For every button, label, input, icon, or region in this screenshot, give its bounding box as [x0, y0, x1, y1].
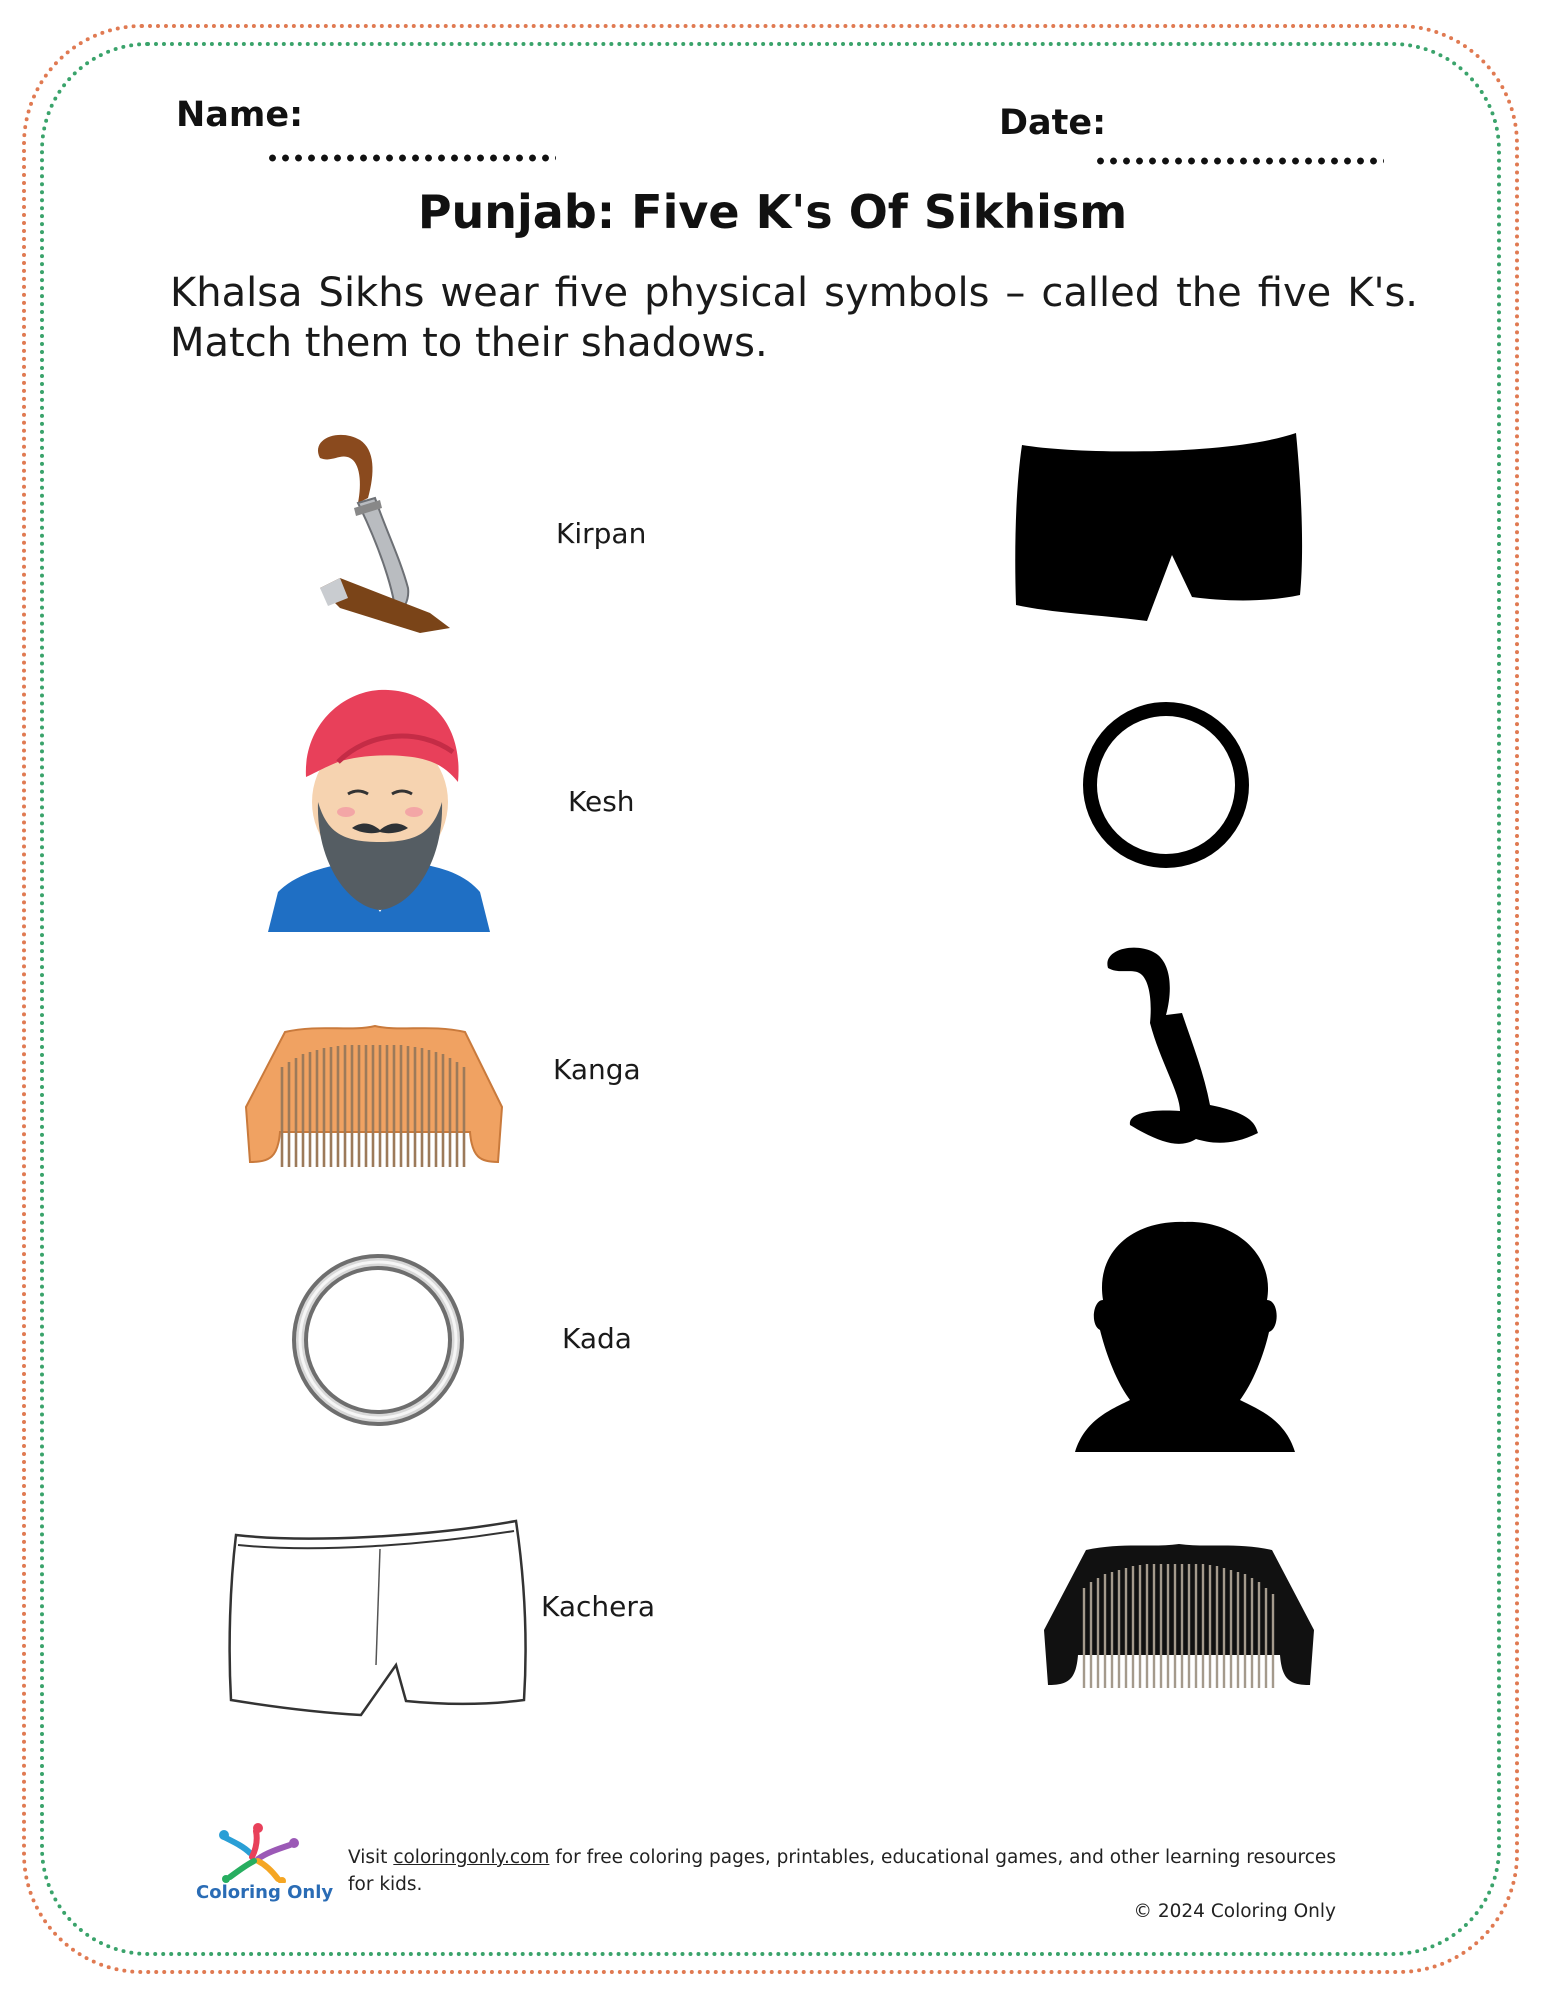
footer-visit-prefix: Visit — [348, 1847, 388, 1868]
logo-text: Coloring Only — [196, 1882, 334, 1903]
shorts-shadow-icon — [1012, 425, 1306, 625]
item-label-kesh: Kesh — [568, 785, 635, 818]
name-label: Name: — [176, 95, 304, 135]
date-label: Date: — [999, 103, 1107, 143]
item-label-kada: Kada — [562, 1322, 632, 1355]
footer-visit-suffix: for free coloring pages, printables, educational games, and other learning resources for kids. — [348, 1847, 1336, 1895]
item-label-kachera: Kachera — [541, 1590, 656, 1623]
item-label-kanga: Kanga — [553, 1053, 641, 1086]
page-title: Punjab: Five K's Of Sikhism — [417, 185, 1128, 239]
footer-text — [348, 1844, 1336, 1925]
date-field-line[interactable] — [1094, 157, 1384, 165]
footer-copyright: © 2024 Coloring Only — [1133, 1901, 1336, 1922]
kirpan-dagger-icon — [300, 428, 470, 638]
shorts-icon — [226, 1515, 530, 1720]
dagger-shadow-icon — [1100, 943, 1260, 1148]
head-shadow-icon — [1075, 1220, 1295, 1452]
wooden-comb-icon — [240, 1012, 510, 1172]
item-label-kirpan: Kirpan — [556, 517, 647, 550]
name-field-line[interactable] — [266, 154, 556, 162]
instructions-text: Khalsa Sikhs wear five physical symbols – called the five K's. Match them to their shadows. — [170, 270, 1418, 366]
comb-shadow-icon — [1038, 1530, 1320, 1695]
footer-site-link[interactable]: coloringonly.com — [393, 1847, 550, 1868]
coloring-only-logo-icon — [216, 1823, 300, 1883]
sikh-man-turban-icon — [268, 682, 492, 932]
steel-bracelet-icon — [288, 1250, 468, 1430]
bracelet-shadow-icon — [1078, 697, 1254, 873]
